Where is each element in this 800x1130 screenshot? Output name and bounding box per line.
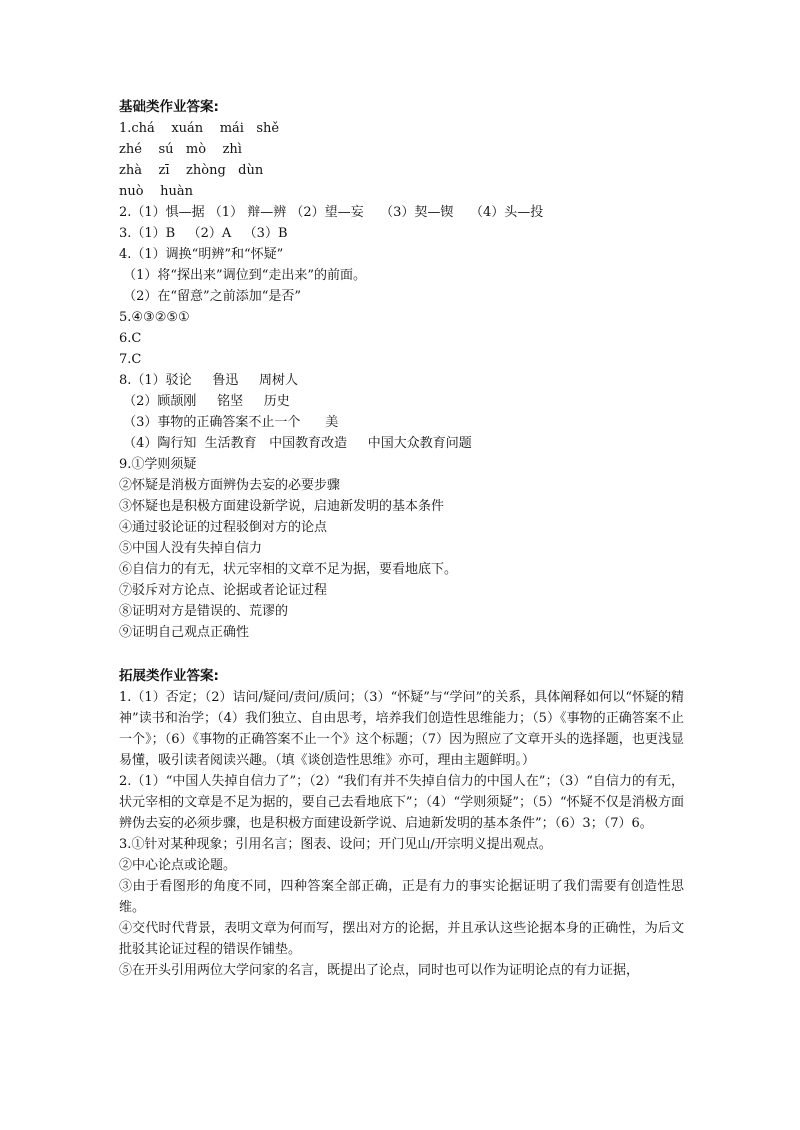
basic-line: （2）在“留意”之前添加“是否”	[119, 289, 301, 304]
basic-line: （4）陶行知 生活教育 中国教育改造 中国大众教育问题	[119, 436, 472, 451]
extended-paragraph: ⑤在开头引用两位大学问家的名言，既提出了论点，同时也可以作为证明论点的有力证据，	[119, 963, 640, 978]
basic-line: （3）事物的正确答案不止一个 美	[119, 415, 339, 430]
basic-answers	[119, 118, 684, 643]
basic-line: 6.C	[119, 331, 142, 346]
extended-paragraph: 2.（1）“中国人失掉自信力了”；（2）“我们有并不失掉自信力的中国人在”；（3）“自信力的有无，状元宰相的文章是不足为据的，要自己去看地底下”；（4）“学则须疑”；（5）“怀疑不仅是消极方面辨伪去妄的必须步骤，也是积极方面建设新学说、启迪新发明的基本条件”；（6）3；（7）6。	[119, 774, 684, 831]
basic-line: （2）顾颉刚 铭坚 历史	[119, 394, 290, 409]
basic-line: ⑤中国人没有失掉自信力	[119, 541, 263, 556]
basic-line: 4.（1）调换“明辨”和“怀疑”	[119, 247, 284, 262]
basic-line: zhà zī zhòng dùn	[119, 163, 264, 178]
basic-line: 9.①学则须疑	[119, 457, 197, 472]
basic-line: ④通过驳论证的过程驳倒对方的论点	[119, 520, 328, 535]
basic-line: ⑨证明自己观点正确性	[119, 625, 250, 640]
basic-line: 3.（1）B （2）A （3）B	[119, 226, 288, 241]
section-spacer	[119, 643, 684, 665]
basic-line: nuò huàn	[119, 184, 193, 199]
basic-line: 8.（1）驳论 鲁迅 周树人	[119, 373, 298, 388]
basic-line: 2.（1）惧—据 （1） 辩—辨 （2）望—妄 （3）契—锲 （4）头—投	[119, 205, 544, 220]
basic-line: zhé sú mò zhì	[119, 142, 242, 157]
basic-line: （1）将“探出来”调位到“走出来”的前面。	[119, 268, 366, 283]
basic-line: ⑥自信力的有无，状元宰相的文章不足为据，要看地底下。	[119, 562, 458, 577]
answer-document	[119, 96, 684, 981]
extended-section-heading: 拓展类作业答案:	[119, 668, 219, 684]
extended-paragraph: ④交代时代背景，表明文章为何而写，摆出对方的论据，并且承认这些论据本身的正确性，为后文批驳其论证过程的错误作铺垫。	[119, 921, 684, 957]
basic-line: 5.④③②⑤①	[119, 310, 190, 325]
extended-answers	[119, 687, 684, 981]
basic-section-heading: 基础类作业答案:	[119, 99, 219, 115]
extended-paragraph: ②中心论点或论题。	[119, 858, 237, 873]
extended-paragraph: 1.（1）否定；（2）诘问/疑问/责问/质问；（3）“怀疑”与“学问”的关系，具体阐释如何以“怀疑的精神”读书和治学；（4）我们独立、自由思考，培养我们创造性思维能力；（5）《事物的正确答案不止一个》；（6）《事物的正确答案不止一个》这个标题；（7）因为照应了文章开头的选择题，也更浅显易懂，吸引读者阅读兴趣。（填《谈创造性思维》亦可，理由主题鲜明。）	[119, 690, 684, 768]
basic-line: ⑦驳斥对方论点、论据或者论证过程	[119, 583, 328, 598]
basic-line: ⑧证明对方是错误的、荒谬的	[119, 604, 289, 619]
basic-line: ②怀疑是消极方面辨伪去妄的必要步骤	[119, 478, 341, 493]
basic-line: ③怀疑也是积极方面建设新学说，启迪新发明的基本条件	[119, 499, 445, 514]
extended-paragraph: ③由于看图形的角度不同，四种答案全部正确，正是有力的事实论据证明了我们需要有创造性思维。	[119, 879, 684, 915]
basic-line: 7.C	[119, 352, 142, 367]
basic-line: 1.chá xuán mái shě	[119, 121, 280, 136]
extended-paragraph: 3.①针对某种现象；引用名言；图表、设问；开门见山/开宗明义提出观点。	[119, 837, 552, 852]
